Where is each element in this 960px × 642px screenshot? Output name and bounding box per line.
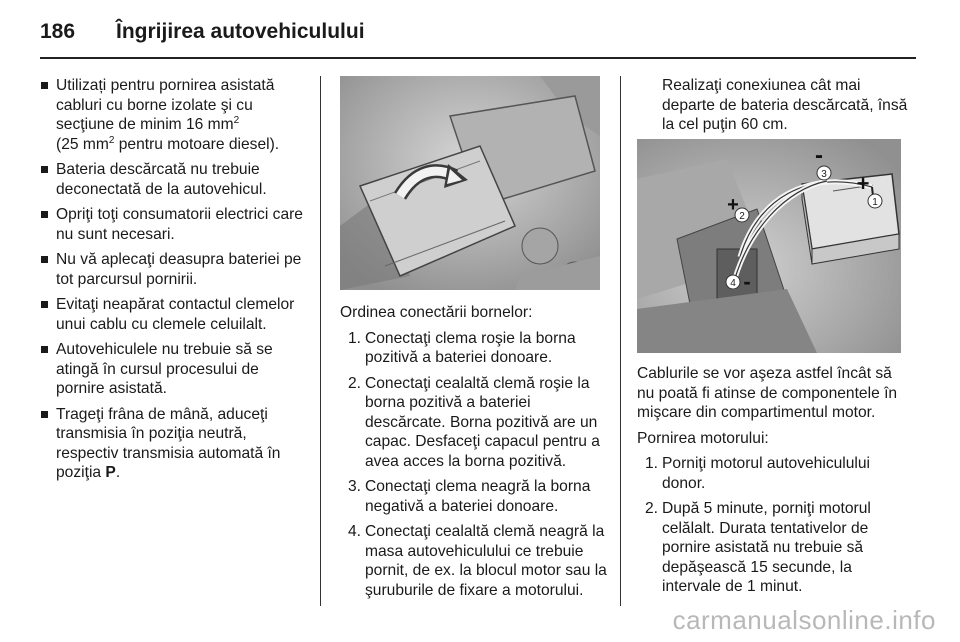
column-2-text: [340, 303, 608, 606]
distance-note: Realizaţi conexiunea cât mai departe de bateria descărcată, însă la cel puţin 60 cm.: [662, 77, 908, 133]
bullet-square-icon: [41, 411, 48, 418]
svg-text:+: +: [727, 194, 739, 216]
page-number: 186: [40, 20, 76, 43]
bullet-item: Evitaţi neapărat contactul clemelor unui cablu cu clemele celuilalt.: [40, 295, 308, 334]
bullet-item: Bateria descărcată nu trebuie deconectată de la autovehicul.: [40, 160, 308, 199]
page-title: Îngrijirea autovehiculului: [116, 20, 365, 43]
cable-placement-note: Cablurile se vor aşeza astfel încât să nu poată fi atinse de componentele în mişcare din compartimentul motor.: [637, 365, 898, 421]
bullet-item: Utilizați pentru pornirea asistată cabluri cu borne izolate şi cu secţiune de minim 16 $mm^2$ (25 $mm^2$ pentru motoare diesel).: [40, 76, 308, 154]
connection-order-intro: Ordinea conectării bornelor:: [340, 304, 533, 321]
watermark: carmanualsonline.info: [672, 605, 936, 635]
svg-text:2: 2: [739, 211, 745, 222]
step-item: 1. Porniţi motorul autovehiculului donor.: [645, 455, 871, 492]
svg-text:+: +: [856, 171, 870, 196]
column-divider-2: [620, 76, 621, 606]
bullet-item: Trageţi frâna de mână, aduceţi transmisia în poziţia neutră, respectiv transmisia automată în poziţia P.: [40, 405, 308, 483]
bullet-item: Opriţi toţi consumatorii electrici care nu sunt necesari.: [40, 205, 308, 244]
svg-text:-: -: [815, 142, 823, 169]
step-item: 3. Conectaţi clema neagră la borna negativă a bateriei donoare.: [348, 478, 591, 515]
bullet-square-icon: [41, 82, 48, 89]
bullet-square-icon: [41, 166, 48, 173]
svg-text:3: 3: [821, 169, 827, 180]
step-item: 2. După 5 minute, porniţi motorul celălalt. Durata tentativelor de pornire asistată nu trebuie să depăşească 15 secunde, la intervale de 1 minut.: [645, 500, 871, 595]
battery-cover-illustration: [340, 76, 600, 290]
step-item: 4. Conectaţi cealaltă clemă neagră la masa autovehiculului ce trebuie pornit, de ex. la blocul motor sau la şuruburile de fixare a motorului.: [348, 523, 607, 599]
bullet-square-icon: [41, 211, 48, 218]
step-item: 1. Conectaţi clema roşie la borna pozitivă a bateriei donoare.: [348, 329, 576, 366]
jump-start-connection-diagram: [637, 139, 901, 353]
column-3-text: [637, 364, 912, 603]
column-divider-1: [320, 76, 321, 606]
svg-text:-: -: [743, 269, 751, 294]
header-rule: [40, 57, 916, 59]
bullet-item: Autovehiculele nu trebuie să se atingă în cursul procesului de pornire asistată.: [40, 340, 308, 399]
bullet-square-icon: [41, 346, 48, 353]
safety-bullet-list: [40, 76, 308, 483]
svg-text:4: 4: [730, 278, 736, 289]
jump-start-drawing: [637, 139, 901, 353]
connection-steps: [340, 329, 608, 601]
bullet-square-icon: [41, 301, 48, 308]
bullet-square-icon: [41, 256, 48, 263]
engine-start-heading: Pornirea motorului:: [637, 429, 769, 447]
bullet-item: Nu vă aplecaţi deasupra bateriei pe tot parcursul pornirii.: [40, 250, 308, 289]
battery-cover-drawing: [340, 76, 600, 290]
step-item: 2. Conectaţi cealaltă clemă roşie la borna pozitivă a bateriei descărcate. Borna pozitivă are un capac. Desfaceţi capacul pentru a avea acces la borna pozitivă.: [348, 374, 600, 470]
column-1: [40, 76, 308, 489]
svg-text:1: 1: [872, 197, 878, 208]
engine-start-steps: [637, 454, 912, 597]
